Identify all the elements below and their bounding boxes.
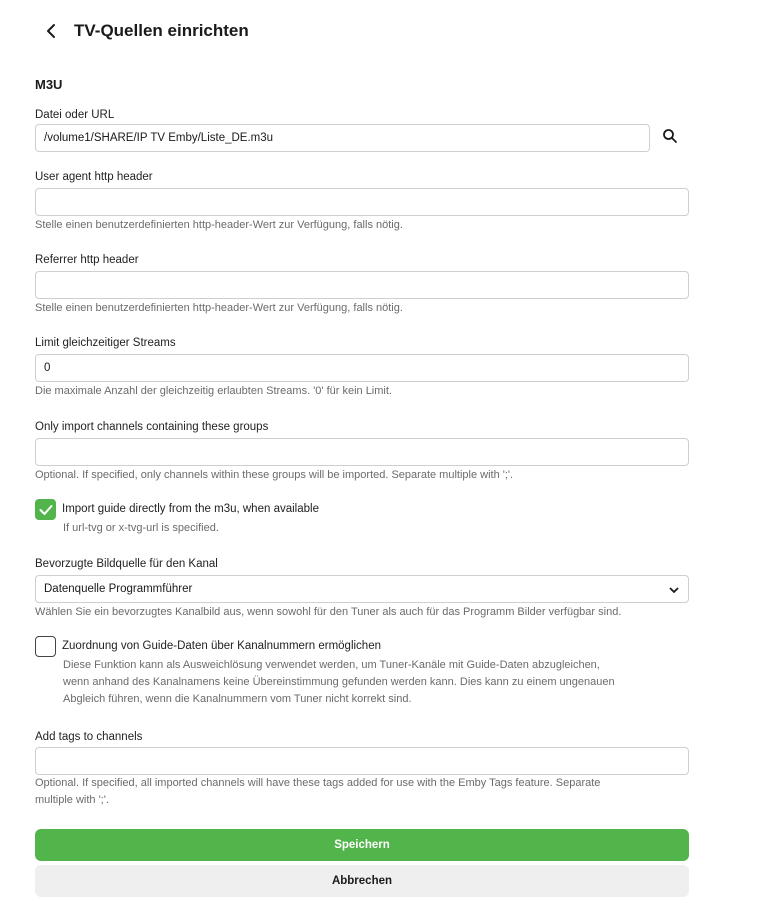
image-source-label: Bevorzugte Bildquelle für den Kanal: [35, 558, 218, 570]
page-header: [40, 18, 249, 44]
tags-input[interactable]: [35, 747, 689, 775]
back-button[interactable]: [40, 20, 62, 42]
user-agent-label: User agent http header: [35, 171, 153, 183]
channel-mapping-hint-3: Abgleich führen, wenn die Kanalnummern vom Tuner nicht korrekt sind.: [63, 693, 412, 705]
chevron-left-icon: [44, 23, 58, 39]
referrer-label: Referrer http header: [35, 254, 139, 266]
stream-limit-input[interactable]: [35, 354, 689, 382]
search-button[interactable]: [658, 124, 682, 148]
referrer-hint: Stelle einen benutzerdefinierten http-header-Wert zur Verfügung, falls nötig.: [35, 302, 403, 314]
image-source-selected: Datenquelle Programmführer: [44, 583, 193, 595]
groups-field: [35, 420, 689, 484]
referrer-input[interactable]: [35, 271, 689, 299]
groups-label: Only import channels containing these groups: [35, 421, 269, 433]
image-source-select[interactable]: [35, 575, 689, 603]
import-guide-row: [35, 499, 319, 537]
user-agent-field: [35, 170, 689, 234]
checkmark-icon: [39, 504, 53, 516]
save-button[interactable]: Speichern: [35, 829, 689, 861]
channel-mapping-hint-2: wenn anhand des Kanalnamens keine Übereinstimmung gefunden werden kann. Dies kann zu einem ungenauen: [63, 676, 615, 688]
user-agent-hint: Stelle einen benutzerdefinierten http-header-Wert zur Verfügung, falls nötig.: [35, 219, 403, 231]
cancel-button[interactable]: Abbrechen: [35, 865, 689, 897]
file-url-input[interactable]: [35, 124, 650, 152]
tags-hint-2: multiple with ';'.: [35, 794, 109, 806]
channel-mapping-row: [35, 636, 615, 708]
file-url-field: [35, 108, 689, 152]
tags-field: [35, 730, 689, 809]
image-source-hint: Wählen Sie ein bevorzugtes Kanalbild aus, wenn sowohl für den Tuner als auch für das Programm Bilder verfügbar sind.: [35, 606, 622, 618]
user-agent-input[interactable]: [35, 188, 689, 216]
channel-mapping-checkbox[interactable]: [35, 636, 56, 657]
file-url-label: Datei oder URL: [35, 109, 115, 121]
image-source-field: [35, 557, 689, 621]
tags-label: Add tags to channels: [35, 731, 143, 743]
channel-mapping-hint-1: Diese Funktion kann als Ausweichlösung verwendet werden, um Tuner-Kanäle mit Guide-Daten abzugleichen,: [63, 659, 600, 671]
tags-hint-1: Optional. If specified, all imported channels will have these tags added for use with the Emby Tags feature. Separate: [35, 777, 601, 789]
search-icon: [662, 128, 678, 144]
groups-hint: Optional. If specified, only channels within these groups will be imported. Separate multiple with ';'.: [35, 469, 514, 481]
import-guide-checkbox[interactable]: [35, 499, 56, 520]
stream-limit-field: [35, 336, 689, 400]
import-guide-hint: If url-tvg or x-tvg-url is specified.: [63, 522, 219, 534]
referrer-field: [35, 253, 689, 317]
stream-limit-label: Limit gleichzeitiger Streams: [35, 337, 176, 349]
chevron-down-icon: [668, 584, 680, 596]
section-title: M3U: [35, 77, 63, 92]
page-title: TV-Quellen einrichten: [74, 21, 249, 40]
channel-mapping-label: Zuordnung von Guide-Daten über Kanalnummern ermöglichen: [62, 640, 381, 652]
import-guide-label: Import guide directly from the m3u, when available: [62, 503, 319, 515]
stream-limit-hint: Die maximale Anzahl der gleichzeitig erlaubten Streams. '0' für kein Limit.: [35, 385, 392, 397]
groups-input[interactable]: [35, 438, 689, 466]
